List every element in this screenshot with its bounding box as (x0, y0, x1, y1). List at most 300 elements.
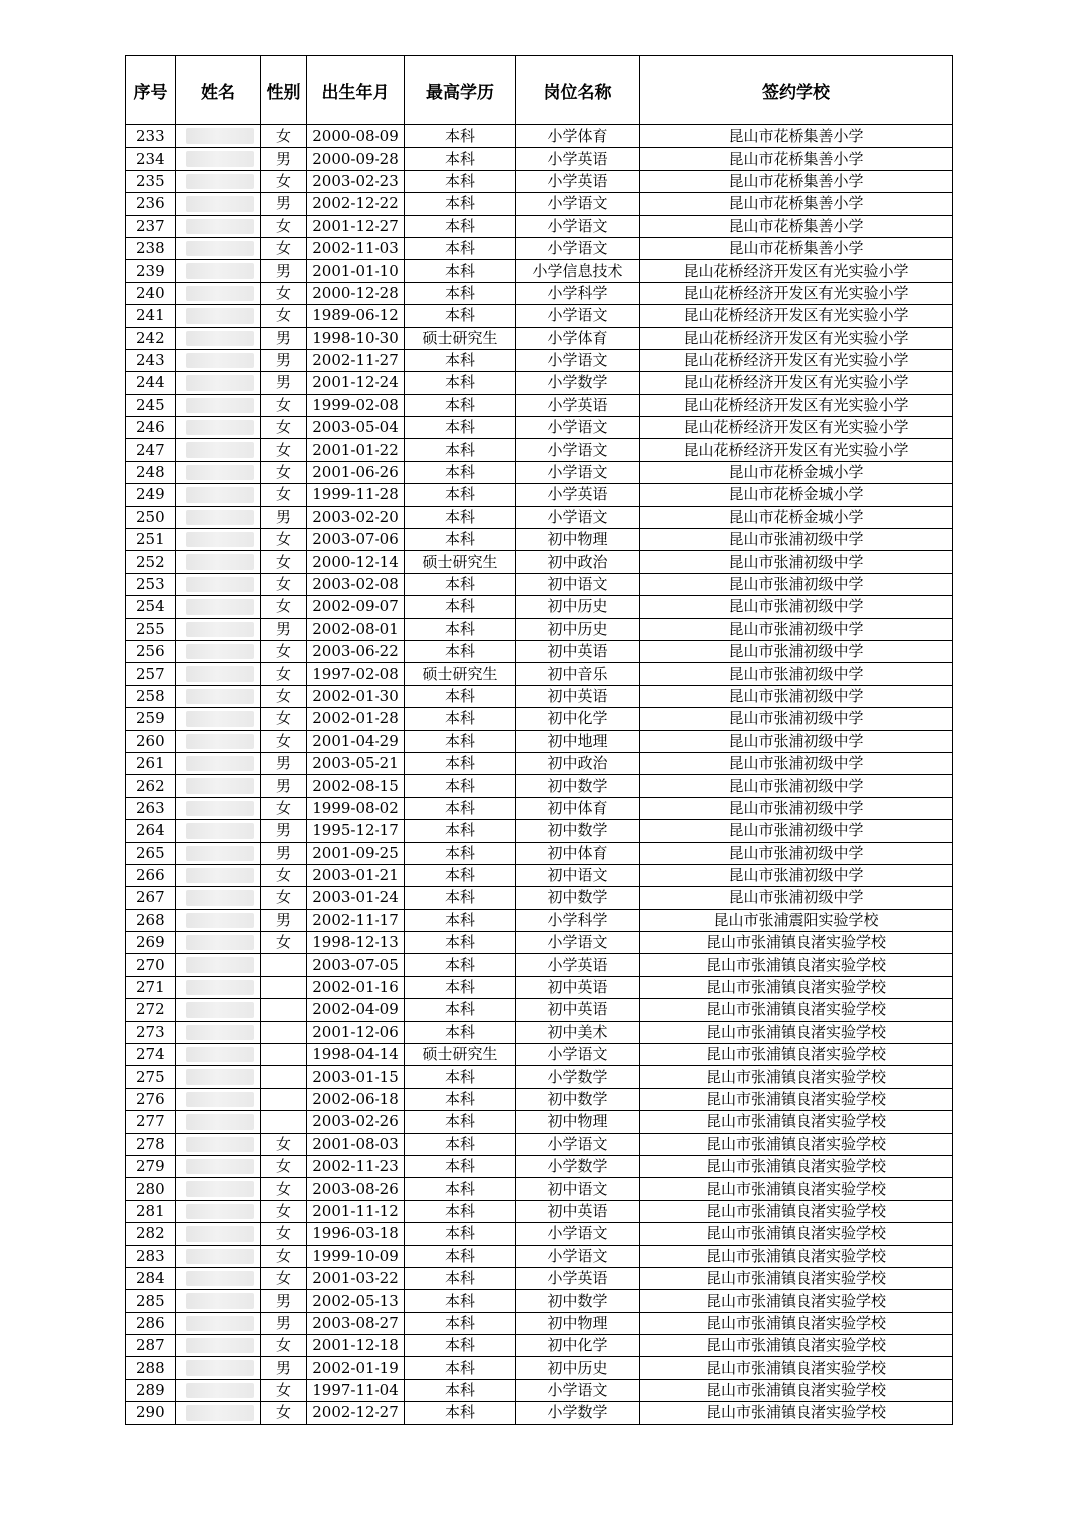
redacted-name-block (186, 286, 254, 301)
name-cell-redacted (176, 640, 261, 662)
school-cell: 昆山市张浦镇良渚实验学校 (640, 999, 953, 1021)
gender-cell: 女 (261, 1245, 307, 1267)
row-number: 245 (126, 394, 176, 416)
table-row (126, 1402, 953, 1424)
table-row (126, 797, 953, 819)
education-cell: 本科 (405, 685, 516, 707)
gender-cell: 女 (261, 1155, 307, 1177)
post-cell: 小学语文 (516, 506, 640, 528)
name-cell-redacted (176, 932, 261, 954)
row-number: 273 (126, 1021, 176, 1043)
post-cell: 小学英语 (516, 394, 640, 416)
name-cell-redacted (176, 372, 261, 394)
table-row (126, 752, 953, 774)
table-row (126, 1245, 953, 1267)
row-number: 252 (126, 551, 176, 573)
name-cell-redacted (176, 1267, 261, 1289)
gender-cell: 男 (261, 909, 307, 931)
name-cell-redacted (176, 887, 261, 909)
row-number: 260 (126, 730, 176, 752)
row-number: 268 (126, 909, 176, 931)
table-row (126, 1223, 953, 1245)
name-cell-redacted (176, 439, 261, 461)
gender-cell: 女 (261, 730, 307, 752)
row-number: 237 (126, 215, 176, 237)
school-cell: 昆山市张浦镇良渚实验学校 (640, 1402, 953, 1424)
row-number: 276 (126, 1088, 176, 1110)
row-number: 242 (126, 327, 176, 349)
row-number: 248 (126, 461, 176, 483)
post-cell: 小学语文 (516, 932, 640, 954)
redacted-name-block (186, 465, 254, 480)
post-cell: 初中化学 (516, 708, 640, 730)
name-cell-redacted (176, 976, 261, 998)
birth-date-cell: 2003-02-20 (307, 506, 405, 528)
gender-cell: 男 (261, 752, 307, 774)
birth-date-cell: 2002-01-30 (307, 685, 405, 707)
education-cell: 本科 (405, 797, 516, 819)
name-cell-redacted (176, 1245, 261, 1267)
table-row (126, 461, 953, 483)
name-cell-redacted (176, 775, 261, 797)
education-cell: 本科 (405, 1178, 516, 1200)
school-cell: 昆山市花桥集善小学 (640, 237, 953, 259)
birth-date-cell: 1996-03-18 (307, 1223, 405, 1245)
school-cell: 昆山花桥经济开发区有光实验小学 (640, 349, 953, 371)
birth-date-cell: 2000-12-14 (307, 551, 405, 573)
school-cell: 昆山市张浦初级中学 (640, 775, 953, 797)
school-cell: 昆山市张浦初级中学 (640, 820, 953, 842)
birth-date-cell: 2001-01-22 (307, 439, 405, 461)
table-row (126, 215, 953, 237)
redacted-name-block (186, 1114, 254, 1129)
redacted-name-block (186, 1204, 254, 1219)
redacted-name-block (186, 554, 254, 569)
school-cell: 昆山市张浦镇良渚实验学校 (640, 1066, 953, 1088)
school-cell: 昆山市张浦镇良渚实验学校 (640, 1223, 953, 1245)
birth-date-cell: 2000-09-28 (307, 148, 405, 170)
post-cell: 小学数学 (516, 1155, 640, 1177)
birth-date-cell: 2001-12-18 (307, 1335, 405, 1357)
row-number: 259 (126, 708, 176, 730)
table-row (126, 1044, 953, 1066)
birth-date-cell: 2003-02-26 (307, 1111, 405, 1133)
row-number: 272 (126, 999, 176, 1021)
post-cell: 初中政治 (516, 752, 640, 774)
col-header-no: 序号 (126, 56, 176, 125)
school-cell: 昆山市花桥金城小学 (640, 461, 953, 483)
redacted-name-block (186, 151, 254, 166)
education-cell: 本科 (405, 170, 516, 192)
name-cell-redacted (176, 1021, 261, 1043)
gender-cell: 男 (261, 148, 307, 170)
redacted-name-block (186, 778, 254, 793)
school-cell: 昆山市花桥集善小学 (640, 148, 953, 170)
gender-cell: 女 (261, 1223, 307, 1245)
school-cell: 昆山市张浦镇良渚实验学校 (640, 1267, 953, 1289)
post-cell: 初中化学 (516, 1335, 640, 1357)
name-cell-redacted (176, 909, 261, 931)
birth-date-cell: 2002-04-09 (307, 999, 405, 1021)
row-number: 234 (126, 148, 176, 170)
redacted-name-block (186, 1338, 254, 1353)
name-cell-redacted (176, 305, 261, 327)
name-cell-redacted (176, 260, 261, 282)
post-cell: 小学语文 (516, 461, 640, 483)
table-row (126, 954, 953, 976)
birth-date-cell: 1999-10-09 (307, 1245, 405, 1267)
table-row (126, 193, 953, 215)
name-cell-redacted (176, 842, 261, 864)
row-number: 284 (126, 1267, 176, 1289)
birth-date-cell: 2001-12-06 (307, 1021, 405, 1043)
row-number: 271 (126, 976, 176, 998)
row-number: 279 (126, 1155, 176, 1177)
table-row (126, 551, 953, 573)
gender-cell: 女 (261, 864, 307, 886)
redacted-name-block (186, 868, 254, 883)
redacted-name-block (186, 1002, 254, 1017)
table-body (126, 125, 953, 1425)
table-row (126, 260, 953, 282)
name-cell-redacted (176, 797, 261, 819)
birth-date-cell: 2002-11-27 (307, 349, 405, 371)
gender-cell: 男 (261, 349, 307, 371)
gender-cell: 女 (261, 1379, 307, 1401)
redacted-name-block (186, 1271, 254, 1286)
redacted-name-block (186, 442, 254, 457)
school-cell: 昆山市张浦镇良渚实验学校 (640, 1290, 953, 1312)
school-cell: 昆山花桥经济开发区有光实验小学 (640, 305, 953, 327)
table-row (126, 640, 953, 662)
gender-cell: 女 (261, 573, 307, 595)
school-cell: 昆山市张浦镇良渚实验学校 (640, 1133, 953, 1155)
row-number: 241 (126, 305, 176, 327)
post-cell: 小学科学 (516, 282, 640, 304)
table-row (126, 685, 953, 707)
table-row (126, 932, 953, 954)
post-cell: 初中历史 (516, 596, 640, 618)
birth-date-cell: 1997-11-04 (307, 1379, 405, 1401)
redacted-name-block (186, 599, 254, 614)
gender-cell: 男 (261, 618, 307, 640)
birth-date-cell: 1989-06-12 (307, 305, 405, 327)
school-cell: 昆山市张浦初级中学 (640, 842, 953, 864)
row-number: 254 (126, 596, 176, 618)
redacted-name-block (186, 577, 254, 592)
post-cell: 初中英语 (516, 976, 640, 998)
redacted-name-block (186, 353, 254, 368)
post-cell: 初中英语 (516, 640, 640, 662)
birth-date-cell: 2001-03-22 (307, 1267, 405, 1289)
education-cell: 本科 (405, 909, 516, 931)
redacted-name-block (186, 174, 254, 189)
post-cell: 小学体育 (516, 125, 640, 148)
table-row (126, 820, 953, 842)
school-cell: 昆山市张浦初级中学 (640, 752, 953, 774)
post-cell: 初中英语 (516, 999, 640, 1021)
birth-date-cell: 2000-08-09 (307, 125, 405, 148)
table-row (126, 349, 953, 371)
education-cell: 本科 (405, 237, 516, 259)
birth-date-cell: 2002-01-19 (307, 1357, 405, 1379)
school-cell: 昆山市张浦初级中学 (640, 529, 953, 551)
birth-date-cell: 2003-08-27 (307, 1312, 405, 1334)
table-row (126, 1267, 953, 1289)
education-cell: 本科 (405, 349, 516, 371)
school-cell: 昆山市张浦震阳实验学校 (640, 909, 953, 931)
row-number: 287 (126, 1335, 176, 1357)
header-row (126, 56, 953, 125)
name-cell-redacted (176, 506, 261, 528)
redacted-name-block (186, 532, 254, 547)
redacted-name-block (186, 622, 254, 637)
education-cell: 本科 (405, 1133, 516, 1155)
birth-date-cell: 2003-07-06 (307, 529, 405, 551)
birth-date-cell: 2002-12-22 (307, 193, 405, 215)
post-cell: 小学数学 (516, 1402, 640, 1424)
gender-cell: 男 (261, 820, 307, 842)
education-cell: 本科 (405, 864, 516, 886)
name-cell-redacted (176, 1379, 261, 1401)
redacted-name-block (186, 913, 254, 928)
name-cell-redacted (176, 215, 261, 237)
row-number: 233 (126, 125, 176, 148)
post-cell: 初中语文 (516, 864, 640, 886)
post-cell: 小学语文 (516, 1245, 640, 1267)
table-row (126, 1066, 953, 1088)
row-number: 253 (126, 573, 176, 595)
table-row (126, 327, 953, 349)
education-cell: 本科 (405, 417, 516, 439)
post-cell: 小学语文 (516, 193, 640, 215)
school-cell: 昆山市张浦镇良渚实验学校 (640, 1044, 953, 1066)
table-row (126, 417, 953, 439)
redacted-name-block (186, 689, 254, 704)
row-number: 236 (126, 193, 176, 215)
gender-cell: 女 (261, 282, 307, 304)
col-header-birth: 出生年月 (307, 56, 405, 125)
school-cell: 昆山市张浦镇良渚实验学校 (640, 1155, 953, 1177)
redacted-name-block (186, 308, 254, 323)
redacted-name-block (186, 980, 254, 995)
school-cell: 昆山市张浦镇良渚实验学校 (640, 1111, 953, 1133)
post-cell: 小学语文 (516, 417, 640, 439)
redacted-name-block (186, 1181, 254, 1196)
education-cell: 本科 (405, 1357, 516, 1379)
row-number: 290 (126, 1402, 176, 1424)
birth-date-cell: 1995-12-17 (307, 820, 405, 842)
education-cell: 本科 (405, 932, 516, 954)
name-cell-redacted (176, 864, 261, 886)
gender-cell: 男 (261, 842, 307, 864)
school-cell: 昆山市张浦初级中学 (640, 708, 953, 730)
row-number: 269 (126, 932, 176, 954)
row-number: 289 (126, 1379, 176, 1401)
education-cell: 本科 (405, 305, 516, 327)
table-row (126, 1133, 953, 1155)
name-cell-redacted (176, 1088, 261, 1110)
name-cell-redacted (176, 461, 261, 483)
redacted-name-block (186, 734, 254, 749)
gender-cell: 男 (261, 775, 307, 797)
education-cell: 硕士研究生 (405, 551, 516, 573)
post-cell: 小学科学 (516, 909, 640, 931)
post-cell: 初中地理 (516, 730, 640, 752)
redacted-name-block (186, 935, 254, 950)
name-cell-redacted (176, 1200, 261, 1222)
post-cell: 初中体育 (516, 842, 640, 864)
birth-date-cell: 2001-12-27 (307, 215, 405, 237)
col-header-post: 岗位名称 (516, 56, 640, 125)
education-cell: 本科 (405, 484, 516, 506)
table-row (126, 237, 953, 259)
table-row (126, 1379, 953, 1401)
gender-cell: 男 (261, 372, 307, 394)
table-row (126, 999, 953, 1021)
birth-date-cell: 2001-06-26 (307, 461, 405, 483)
school-cell: 昆山市花桥金城小学 (640, 484, 953, 506)
education-cell: 本科 (405, 1379, 516, 1401)
row-number: 264 (126, 820, 176, 842)
birth-date-cell: 2002-09-07 (307, 596, 405, 618)
redacted-name-block (186, 711, 254, 726)
birth-date-cell: 2003-07-05 (307, 954, 405, 976)
row-number: 247 (126, 439, 176, 461)
name-cell-redacted (176, 685, 261, 707)
row-number: 250 (126, 506, 176, 528)
birth-date-cell: 2003-01-21 (307, 864, 405, 886)
name-cell-redacted (176, 394, 261, 416)
table-row (126, 663, 953, 685)
birth-date-cell: 2003-02-08 (307, 573, 405, 595)
gender-cell: 男 (261, 193, 307, 215)
name-cell-redacted (176, 1312, 261, 1334)
name-cell-redacted (176, 1155, 261, 1177)
school-cell: 昆山市张浦初级中学 (640, 573, 953, 595)
redacted-name-block (186, 1360, 254, 1375)
education-cell: 本科 (405, 1402, 516, 1424)
redacted-name-block (186, 1226, 254, 1241)
post-cell: 小学语文 (516, 237, 640, 259)
post-cell: 初中历史 (516, 1357, 640, 1379)
birth-date-cell: 2003-02-23 (307, 170, 405, 192)
school-cell: 昆山市张浦镇良渚实验学校 (640, 954, 953, 976)
table-row (126, 170, 953, 192)
school-cell: 昆山花桥经济开发区有光实验小学 (640, 372, 953, 394)
row-number: 255 (126, 618, 176, 640)
redacted-name-block (186, 1249, 254, 1264)
gender-cell: 女 (261, 1133, 307, 1155)
redacted-name-block (186, 420, 254, 435)
school-cell: 昆山市张浦镇良渚实验学校 (640, 1021, 953, 1043)
row-number: 263 (126, 797, 176, 819)
table-row (126, 125, 953, 148)
school-cell: 昆山市张浦镇良渚实验学校 (640, 1357, 953, 1379)
table-row (126, 618, 953, 640)
post-cell: 小学体育 (516, 327, 640, 349)
birth-date-cell: 1999-11-28 (307, 484, 405, 506)
row-number: 286 (126, 1312, 176, 1334)
table-row (126, 573, 953, 595)
post-cell: 初中语文 (516, 573, 640, 595)
row-number: 238 (126, 237, 176, 259)
name-cell-redacted (176, 1111, 261, 1133)
gender-cell: 女 (261, 1178, 307, 1200)
table-row (126, 1111, 953, 1133)
school-cell: 昆山市张浦初级中学 (640, 685, 953, 707)
redacted-name-block (186, 1293, 254, 1308)
redacted-name-block (186, 666, 254, 681)
post-cell: 初中历史 (516, 618, 640, 640)
post-cell: 小学英语 (516, 170, 640, 192)
education-cell: 硕士研究生 (405, 663, 516, 685)
name-cell-redacted (176, 1290, 261, 1312)
education-cell: 本科 (405, 1245, 516, 1267)
education-cell: 本科 (405, 125, 516, 148)
gender-cell: 女 (261, 551, 307, 573)
redacted-name-block (186, 957, 254, 972)
gender-cell (261, 1021, 307, 1043)
gender-cell: 女 (261, 439, 307, 461)
school-cell: 昆山市花桥金城小学 (640, 506, 953, 528)
row-number: 285 (126, 1290, 176, 1312)
redacted-name-block (186, 890, 254, 905)
table-row (126, 372, 953, 394)
education-cell: 本科 (405, 596, 516, 618)
name-cell-redacted (176, 170, 261, 192)
education-cell: 本科 (405, 1335, 516, 1357)
redacted-name-block (186, 510, 254, 525)
gender-cell: 女 (261, 1200, 307, 1222)
redacted-name-block (186, 1405, 254, 1420)
name-cell-redacted (176, 1066, 261, 1088)
education-cell: 本科 (405, 999, 516, 1021)
gender-cell: 女 (261, 640, 307, 662)
row-number: 288 (126, 1357, 176, 1379)
education-cell: 本科 (405, 640, 516, 662)
row-number: 283 (126, 1245, 176, 1267)
birth-date-cell: 2001-04-29 (307, 730, 405, 752)
education-cell: 本科 (405, 394, 516, 416)
table-row (126, 1290, 953, 1312)
school-cell: 昆山市张浦镇良渚实验学校 (640, 1245, 953, 1267)
birth-date-cell: 2001-12-24 (307, 372, 405, 394)
table-row (126, 909, 953, 931)
name-cell-redacted (176, 663, 261, 685)
table-row (126, 439, 953, 461)
education-cell: 本科 (405, 372, 516, 394)
birth-date-cell: 2001-11-12 (307, 1200, 405, 1222)
name-cell-redacted (176, 1133, 261, 1155)
name-cell-redacted (176, 282, 261, 304)
redacted-name-block (186, 219, 254, 234)
name-cell-redacted (176, 1335, 261, 1357)
education-cell: 硕士研究生 (405, 327, 516, 349)
post-cell: 小学英语 (516, 954, 640, 976)
birth-date-cell: 2003-06-22 (307, 640, 405, 662)
redacted-name-block (186, 263, 254, 278)
school-cell: 昆山市花桥集善小学 (640, 193, 953, 215)
name-cell-redacted (176, 999, 261, 1021)
gender-cell: 女 (261, 170, 307, 192)
education-cell: 本科 (405, 439, 516, 461)
redacted-name-block (186, 1092, 254, 1107)
education-cell: 本科 (405, 148, 516, 170)
gender-cell: 女 (261, 529, 307, 551)
education-cell: 本科 (405, 260, 516, 282)
name-cell-redacted (176, 596, 261, 618)
